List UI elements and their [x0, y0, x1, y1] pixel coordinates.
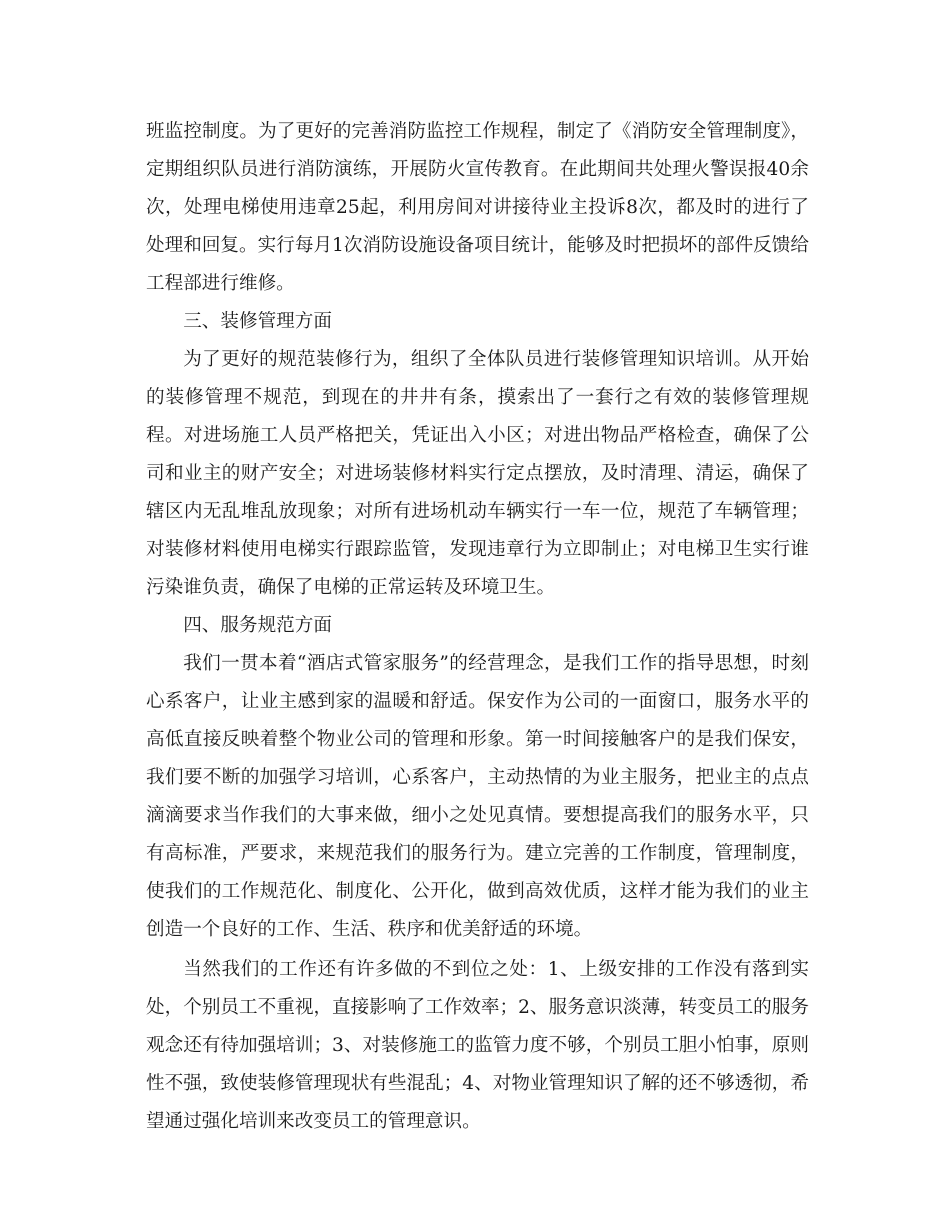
paragraph-shortcomings: 当然我们的工作还有许多做的不到位之处：1、上级安排的工作没有落到实处，个别员工不重视，直接影响了工作效率；2、服务意识淡薄，转变员工的服务观念还有待加强培训；3、对装修施工的监管力度不够，个别员工胆小怕事，原则性不强，致使装修管理现状有些混乱；4、对物业管理知识了解的还不够透彻，希望通过强化培训来改变员工的管理意识。: [146, 959, 809, 1132]
paragraph-service-standards: 我们一贯本着“酒店式管家服务”的经营理念，是我们工作的指导思想，时刻心系客户，让业主感到家的温暖和舒适。保安作为公司的一面窗口，服务水平的高低直接反映着整个物业公司的管理和形象。第一时间接触客户的是我们保安，我们要不断的加强学习培训，心系客户，主动热情的为业主服务，把业主的点点滴滴要求当作我们的大事来做，细小之处见真情。要想提高我们的服务水平，只有高标准，严要求，来规范我们的服务行为。建立完善的工作制度，管理制度，使我们的工作规范化、制度化、公开化，做到高效优质，这样才能为我们的业主创造一个良好的工作、生活、秩序和优美舒适的环境。: [146, 653, 809, 940]
heading-renovation-management: 三、装修管理方面: [183, 311, 332, 332]
paragraph-renovation-management: 为了更好的规范装修行为，组织了全体队员进行装修管理知识培训。从开始的装修管理不规范，到现在的井井有条，摸索出了一套行之有效的装修管理规程。对进场施工人员严格把关，凭证出入小区；对进出物品严格检查，确保了公司和业主的财产安全；对进场装修材料实行定点摆放，及时清理、清运，确保了辖区内无乱堆乱放现象；对所有进场机动车辆实行一车一位，规范了车辆管理；对装修材料使用电梯实行跟踪监管，发现违章行为立即制止；对电梯卫生实行谁污染谁负责，确保了电梯的正常运转及环境卫生。: [146, 349, 809, 598]
document-body: [146, 113, 809, 1141]
heading-service-standards: 四、服务规范方面: [183, 615, 332, 636]
paragraph-fire-monitoring: 班监控制度。为了更好的完善消防监控工作规程，制定了《消防安全管理制度》，定期组织队员进行消防演练，开展防火宣传教育。在此期间共处理火警误报40余次，处理电梯使用违章25起，利用房间对讲接待业主投诉8次，都及时的进行了处理和回复。实行每月1次消防设施设备项目统计，能够及时把损坏的部件反馈给工程部进行维修。: [146, 121, 809, 294]
